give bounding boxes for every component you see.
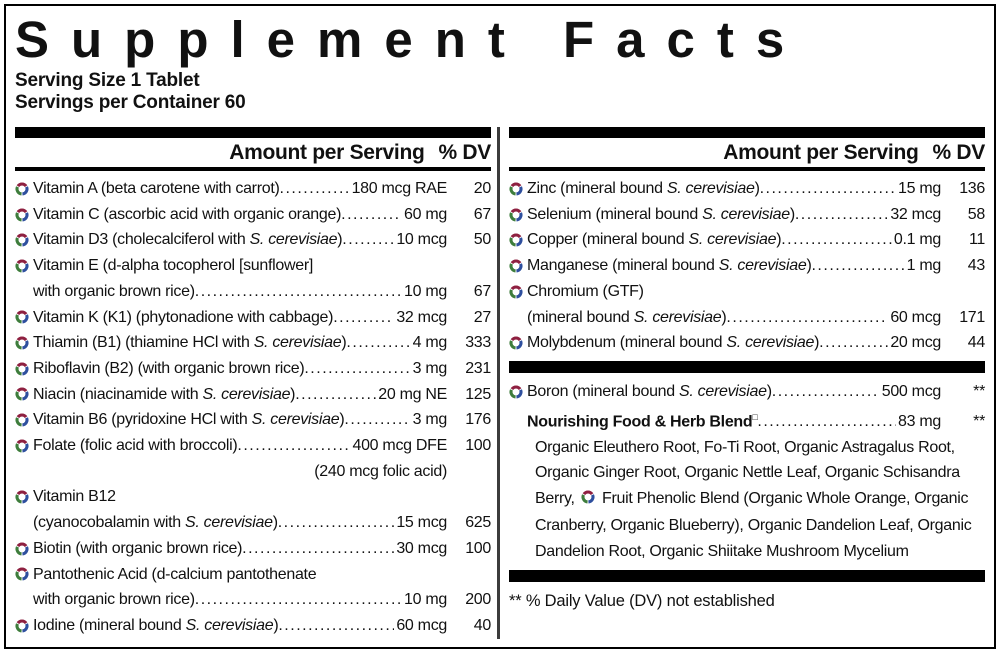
nutrient-name: Manganese (mineral bound S. cerevisiae) [527,257,812,275]
dv-value: 67 [473,282,491,300]
dot-leader [342,227,394,253]
nutrient-name: Selenium (mineral bound S. cerevisiae) [527,205,795,223]
brand-swirl-icon [15,310,33,324]
dot-leader [811,253,904,279]
nutrient-name: Biotin (with organic brown rice) [33,539,243,557]
dv-value: ** [973,412,985,430]
dv-value: 625 [465,514,491,532]
brand-swirl-icon [509,208,527,222]
nutrient-name: with organic brown rice) [33,591,195,609]
dv-value: 67 [473,205,491,223]
nutrient-name: Niacin (niacinamide with S. cerevisiae) [33,385,296,403]
dot-leader [295,382,376,408]
nutrient-name: Vitamin B6 (pyridoxine HCl with S. cerevisiae) [33,411,345,429]
nutrient-name: Nourishing Food & Herb Blend□ [527,411,758,430]
dot-leader [333,305,394,331]
dv-value: 11 [968,231,985,249]
nutrient-row [15,330,491,356]
nutrient-name: Pantothenic Acid (d-calcium pantothenate [33,565,317,583]
brand-swirl-icon [15,413,33,427]
brand-swirl-icon [15,259,33,273]
nutrient-row [15,433,491,459]
dot-leader [280,176,350,202]
brand-swirl-icon [509,385,527,399]
nutrient-name: Folate (folic acid with broccoli) [33,437,238,455]
nutrient-row [509,253,985,279]
amount-value: 20 mcg [890,334,941,352]
amount-value: (240 mcg folic acid) [314,462,447,480]
nutrient-name: Boron (mineral bound S. cerevisiae) [527,382,772,400]
nutrient-row [15,202,491,228]
nutrient-name: (mineral bound S. cerevisiae) [527,308,727,326]
dv-footnote: ** % Daily Value (DV) not established [509,591,775,610]
nutrient-row [15,176,491,202]
amount-value: 500 mcg [881,382,941,400]
amount-value: 83 mg [898,412,941,430]
amount-value: 30 mcg [396,539,447,557]
nutrient-row [509,227,985,253]
nutrient-name: Vitamin C (ascorbic acid with organic orange) [33,205,342,223]
percent-dv-header: % DV [932,141,985,164]
brand-swirl-icon [15,439,33,453]
nutrient-row [15,510,491,536]
nutrient-row [15,356,491,382]
nutrient-row [15,227,491,253]
nutrient-rows-left [15,176,491,639]
nutrient-row [15,407,491,433]
brand-swirl-icon [15,208,33,222]
dot-leader [242,536,394,562]
column-header [509,138,985,167]
nutrient-row [15,587,491,613]
brand-swirl-icon [15,362,33,376]
dot-leader [726,305,888,331]
nutrient-row [15,253,491,279]
dot-leader [757,409,896,435]
nutrient-name: Copper (mineral bound S. cerevisiae) [527,231,782,249]
brand-swirl-icon [15,567,33,581]
nutrient-name: Vitamin K (K1) (phytonadione with cabbage) [33,308,334,326]
dot-leader [278,510,395,536]
nutrient-row [509,330,985,356]
nutrient-name: Iodine (mineral bound S. cerevisiae) [33,616,279,634]
dot-leader [237,433,350,459]
dv-value: 20 [473,180,491,197]
dot-leader [341,202,402,228]
brand-swirl-icon [15,542,33,556]
amount-value: 3 mg [412,411,447,429]
percent-dv-header: % DV [438,141,491,164]
dot-leader [304,356,410,382]
dv-value: 43 [967,257,985,275]
nutrient-row [509,176,985,202]
nutrient-row [15,613,491,639]
dv-value: 40 [473,616,491,634]
amount-per-serving-header: Amount per Serving [229,141,425,164]
amount-value: 180 mcg RAE [351,180,447,197]
amount-value: 32 mcg [890,205,941,223]
brand-swirl-icon [509,285,527,299]
nutrient-row [15,305,491,331]
amount-value: 60 mcg [396,616,447,634]
dv-value: 58 [967,205,985,223]
column-left [15,127,491,639]
amount-value: 0.1 mg [893,231,941,249]
dv-value: 27 [473,308,491,326]
nutrient-row [509,379,985,405]
amount-value: 15 mg [898,180,941,197]
dv-value: 231 [465,359,491,377]
column-right [500,127,985,639]
amount-per-serving-header: Amount per Serving [723,141,919,164]
blend-ingredients: Organic Eleuthero Root, Fo-Ti Root, Organic Astragalus Root, Organic Ginger Root, Organic Nettle Leaf, Organic Schisandra Berry, Fruit Phenolic Blend (Organic Whole Orange, Organic Cranberry, Organic Blueberry), Organic Dandelion Leaf, Organic Dandelion Root, Organic Shiitake Mushroom Mycelium [535,438,972,560]
nutrient-row [15,562,491,588]
nutrient-name: (cyanocobalamin with S. cerevisiae) [33,514,278,532]
dv-value: 333 [465,334,491,352]
amount-value: 10 mg [404,282,447,300]
brand-swirl-icon [15,619,33,633]
dv-value: 44 [967,334,985,352]
amount-value: 10 mcg [396,231,447,249]
section-divider-bar [509,570,985,582]
amount-value: 1 mg [906,257,941,275]
header-top-bar [15,127,491,138]
dv-value: 171 [959,308,985,326]
nutrient-row [509,279,985,305]
dot-leader [195,587,402,613]
supplement-facts-label [4,4,996,649]
header-rule [509,167,985,171]
nutrient-row [509,202,985,228]
amount-value: 15 mcg [396,514,447,532]
dot-leader [781,227,892,253]
dot-leader [195,279,402,305]
brand-swirl-icon [15,387,33,401]
serving-size: Serving Size 1 Tablet [15,70,200,91]
amount-value: 60 mcg [890,308,941,326]
dot-leader [760,176,896,202]
nutrient-name: Vitamin B12 [33,488,116,506]
dv-value: ** [973,382,985,400]
amount-value: 60 mg [404,205,447,223]
amount-value: 20 mg NE [378,385,447,403]
dot-leader [819,330,888,356]
nutrient-name: Vitamin A (beta carotene with carrot) [33,180,280,197]
dv-value: 50 [473,231,491,249]
amount-value: 3 mg [412,359,447,377]
amount-value: 400 mcg DFE [352,437,447,455]
nutrient-name: with organic brown rice) [33,282,195,300]
nutrient-name: Thiamin (B1) (thiamine HCl with S. cerevisiae) [33,334,347,352]
nutrient-row [509,405,985,435]
nutrient-name: Vitamin D3 (cholecalciferol with S. cerevisiae) [33,231,343,249]
nutrient-row [15,484,491,510]
nutrient-row [15,536,491,562]
dot-leader [344,407,410,433]
dv-value: 136 [959,180,985,197]
nutrient-name: Vitamin E (d-alpha tocopherol [sunflower] [33,257,314,275]
nutrient-row [15,382,491,408]
brand-swirl-icon [15,182,33,196]
dot-leader [772,379,880,405]
brand-swirl-icon [15,336,33,350]
label-title: Supplement Facts [15,11,807,68]
nutrient-name: Zinc (mineral bound S. cerevisiae) [527,180,760,197]
nutrient-rows-right [509,176,985,613]
nutrient-name: Riboflavin (B2) (with organic brown rice) [33,359,305,377]
brand-swirl-icon [15,490,33,504]
dv-value: 176 [465,411,491,429]
nutrient-name: Chromium (GTF) [527,282,644,300]
columns-container [15,127,985,639]
dv-value: 125 [465,385,491,403]
nutrient-row [15,459,491,485]
header-rule [15,167,491,171]
dot-leader [346,330,410,356]
section-divider-bar [509,361,985,373]
brand-swirl-icon [15,233,33,247]
column-header [15,138,491,167]
brand-swirl-icon [509,259,527,273]
dot-leader [278,613,394,639]
nutrient-row [15,279,491,305]
amount-value: 10 mg [404,591,447,609]
amount-value: 4 mg [412,334,447,352]
nutrient-row [509,305,985,331]
dot-leader [795,202,888,228]
dv-value: 100 [465,539,491,557]
servings-per-container: Servings per Container 60 [15,92,246,113]
dv-value: 200 [465,591,491,609]
amount-value: 32 mcg [396,308,447,326]
header-top-bar [509,127,985,138]
brand-swirl-icon [581,487,595,513]
dv-value: 100 [465,437,491,455]
nutrient-name: Molybdenum (mineral bound S. cerevisiae) [527,334,820,352]
brand-swirl-icon [509,233,527,247]
brand-swirl-icon [509,182,527,196]
brand-swirl-icon [509,336,527,350]
